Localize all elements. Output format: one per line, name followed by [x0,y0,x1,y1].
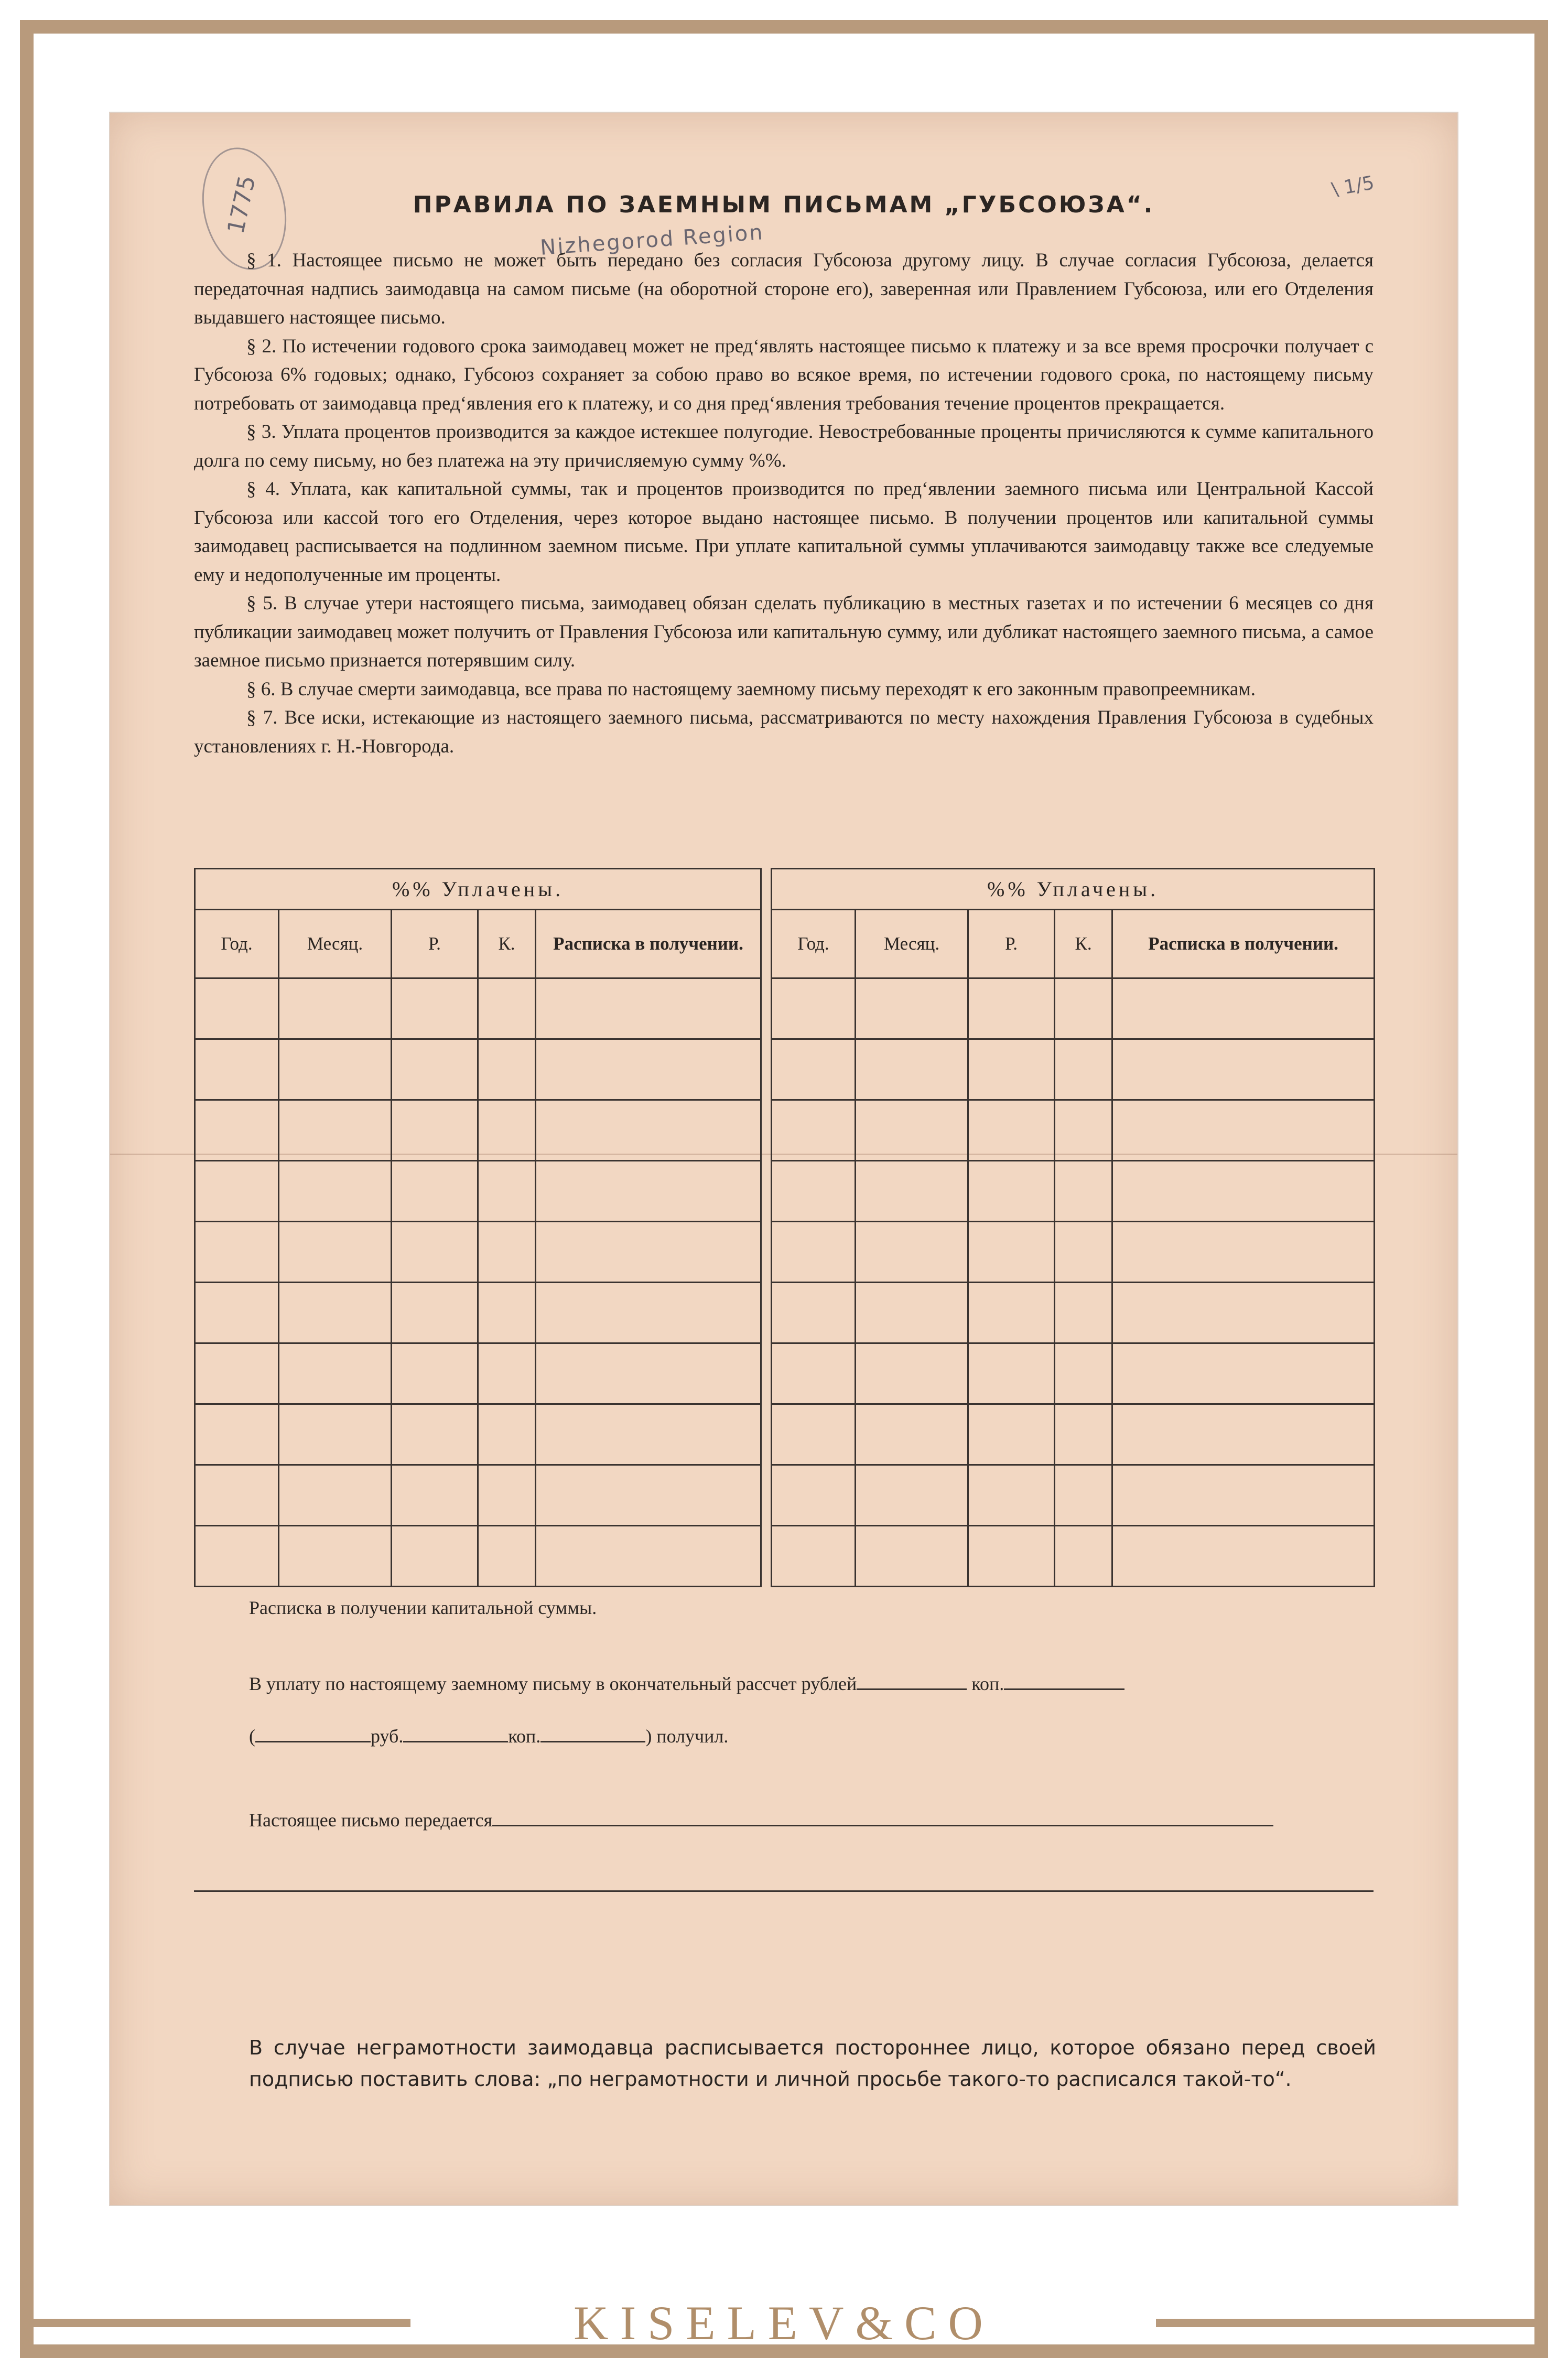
paren-open: ( [249,1726,255,1747]
table-cell[interactable] [279,1100,392,1161]
rub-label: руб. [371,1726,404,1747]
column-kopecks: К. [478,910,536,978]
table-cell[interactable] [195,1161,279,1222]
transfer-label: Настоящее письмо передается [249,1810,493,1831]
table-cell[interactable] [478,978,536,1039]
table-row [195,1283,1375,1343]
table-cell[interactable] [772,1222,856,1283]
table-cell[interactable] [968,1100,1055,1161]
transfer-line [249,1809,1376,1831]
table-cell[interactable] [968,1283,1055,1343]
table-cell[interactable] [856,1343,968,1404]
table-row [195,1343,1375,1404]
table-row [195,1526,1375,1587]
table-cell[interactable] [478,1283,536,1343]
receipt-heading: Расписка в получении капитальной суммы. [249,1597,597,1618]
table-cell[interactable] [392,1100,478,1161]
table-cell[interactable] [195,978,279,1039]
table-cell[interactable] [536,1526,761,1587]
table-cell[interactable] [1112,1283,1375,1343]
table-cell[interactable] [478,1100,536,1161]
table-cell[interactable] [856,1465,968,1526]
table-cell[interactable] [478,1465,536,1526]
column-receipt: Расписка в получении. [1112,910,1375,978]
table-divider [761,1039,772,1100]
rubles-blank[interactable] [857,1688,967,1690]
table-cell[interactable] [536,1283,761,1343]
table-row [195,1039,1375,1100]
table-cell[interactable] [772,1404,856,1465]
table-cell[interactable] [1055,1222,1112,1283]
table-cell[interactable] [392,1283,478,1343]
table-cell[interactable] [392,978,478,1039]
rubles-words-blank[interactable] [255,1741,371,1742]
table-cell[interactable] [195,1039,279,1100]
receipt-line-1 [249,1673,1376,1695]
table-cell[interactable] [1055,1161,1112,1222]
table-cell[interactable] [1112,1039,1375,1100]
kopecks-blank[interactable] [1004,1688,1124,1690]
table-cell[interactable] [536,978,761,1039]
illiteracy-note: В случае неграмотности заимодавца расписывается постороннее лицо, которое обязано перед своей подписью поставить слова: „по неграмотности и личной просьбе такого-то расписался такой-то“. [249,2036,1376,2091]
receipt-line-2 [249,1725,1376,1747]
table-divider [761,1161,772,1222]
table-cell[interactable] [536,1222,761,1283]
rule-paragraph: § 2. По истечении годового срока заимодавец может не пред‘являть настоящее письмо к платежу и за все время просрочки получает с Губсоюза 6% годовых; однако, Губсоюз сохраняет за собою право во всякое время, по истечении годового срока, по настоящему письму потребовать от заимодавца пред‘явления его к платежу, и со дня пред‘явления требования течение процентов прекращается. [194,335,1374,414]
column-year: Год. [195,910,279,978]
table-cell[interactable] [772,1526,856,1587]
table-row [195,1404,1375,1465]
table-cell[interactable] [536,1100,761,1161]
table-cell[interactable] [536,1161,761,1222]
table-divider [761,1404,772,1465]
left-table-header: %% Уплачены. [195,869,761,910]
table-cell[interactable] [478,1526,536,1587]
handwritten-place: Nizhegorod Region [539,220,765,260]
table-cell[interactable] [856,1526,968,1587]
table-row [195,978,1375,1039]
rule-paragraph: § 1. Настоящее письмо не может быть передано без согласия Губсоюза другому лицу. В случае согласия Губсоюза, делается передаточная надпись заимодавца на самом письме (на оборотной стороне его), заверенная или Правлением Губсоюза, или его Отделения выдавшего настоящее письмо. [194,250,1374,328]
table-cell[interactable] [1055,1343,1112,1404]
interest-payments-table [194,868,1375,1587]
table-cell[interactable] [195,1100,279,1161]
table-cell[interactable] [536,1404,761,1465]
table-cell[interactable] [392,1222,478,1283]
table-cell[interactable] [279,1283,392,1343]
table-cell[interactable] [478,1404,536,1465]
table-cell[interactable] [478,1161,536,1222]
table-cell[interactable] [478,1039,536,1100]
table-cell[interactable] [478,1343,536,1404]
table-cell[interactable] [856,1100,968,1161]
table-cell[interactable] [772,1343,856,1404]
table-cell[interactable] [195,1222,279,1283]
table-divider [761,1465,772,1526]
table-cell[interactable] [968,978,1055,1039]
transfer-blank[interactable] [492,1825,1273,1826]
column-kopecks: К. [1055,910,1112,978]
table-cell[interactable] [279,1343,392,1404]
document-sheet [110,113,1457,2205]
table-cell[interactable] [1112,1343,1375,1404]
table-cell[interactable] [279,1161,392,1222]
table-divider [761,1526,772,1587]
handwritten-number: 1775 [222,173,261,236]
receipt-line-1-text: В уплату по настоящему заемному письму в окончательный рассчет рублей [249,1673,857,1694]
table-cell[interactable] [772,1161,856,1222]
column-year: Год. [772,910,856,978]
table-cell[interactable] [279,1465,392,1526]
table-cell[interactable] [1112,1161,1375,1222]
rule-paragraph: § 7. Все иски, истекающие из настоящего заемного письма, рассматриваются по месту нахождения Правления Губсоюза в судебных установлениях г. Н.-Новгорода. [194,707,1374,757]
kop-label: коп. [971,1673,1004,1694]
brand-logo: KISELEV&CO [574,2296,994,2350]
table-cell[interactable] [968,1343,1055,1404]
table-cell[interactable] [1055,1039,1112,1100]
table-cell[interactable] [478,1222,536,1283]
table-cell[interactable] [1055,1404,1112,1465]
table-cell[interactable] [279,1404,392,1465]
transfer-continuation-line[interactable] [194,1890,1374,1892]
table-divider [761,1283,772,1343]
table-cell[interactable] [279,1526,392,1587]
table-cell[interactable] [968,1465,1055,1526]
table-row [195,1161,1375,1222]
table-cell[interactable] [195,1465,279,1526]
table-cell[interactable] [772,1283,856,1343]
table-cell[interactable] [392,1039,478,1100]
rules-text [194,246,1374,761]
rule-paragraph: § 4. Уплата, как капитальной суммы, так и процентов производится по пред‘явлении заемного письма или Центральной Кассой Губсоюза или кассой того его Отделения, через которое выдано настоящее письмо. В получении процентов или капитальной суммы заимодавец расписывается на подлинном заемном письме. При уплате капитальной суммы уплачиваются заимодавцу также все следуемые ему и недополученные им проценты. [194,478,1374,586]
table-cell[interactable] [1055,1465,1112,1526]
column-rubles: Р. [968,910,1055,978]
table-cell[interactable] [279,1039,392,1100]
signature-blank[interactable] [540,1741,645,1742]
table-cell[interactable] [1112,1404,1375,1465]
received-label: ) получил. [645,1726,729,1747]
table-divider [761,910,772,978]
rule-paragraph: § 3. Уплата процентов производится за каждое истекшее полугодие. Невостребованные проценты причисляются к сумме капитального долга по сему письму, но без платежа на эту причисляемую сумму %%. [194,421,1374,471]
table-cell[interactable] [279,978,392,1039]
table-cell[interactable] [856,1404,968,1465]
table-cell[interactable] [1055,1283,1112,1343]
footer [0,2297,1568,2349]
table-cell[interactable] [1112,1526,1375,1587]
kop-label: коп. [508,1726,541,1747]
table-divider [761,869,772,910]
right-table-header: %% Уплачены. [772,869,1375,910]
document-title: ПРАВИЛА ПО ЗАЕМНЫМ ПИСЬМАМ „ГУБСОЮЗА“. [413,191,1155,218]
table-cell[interactable] [536,1039,761,1100]
table-cell[interactable] [856,1283,968,1343]
table-cell[interactable] [772,1100,856,1161]
table-row [195,1465,1375,1526]
column-month: Месяц. [856,910,968,978]
table-divider [761,1343,772,1404]
table-cell[interactable] [968,1222,1055,1283]
table-cell[interactable] [195,1404,279,1465]
table-cell[interactable] [1055,978,1112,1039]
table-cell[interactable] [536,1465,761,1526]
table-divider [761,1222,772,1283]
table-cell[interactable] [1112,1100,1375,1161]
table-cell[interactable] [1112,1465,1375,1526]
table-cell[interactable] [772,1039,856,1100]
table-cell[interactable] [968,1161,1055,1222]
rule-paragraph: § 5. В случае утери настоящего письма, заимодавец обязан сделать публикацию в местных газетах и по истечении 6 месяцев со дня публикации заимодавец может получить от Правления Губсоюза или капитальную сумму, или дубликат настоящего заемного письма, а самое заемное письмо признается потерявшим силу. [194,593,1374,671]
table-row [195,1100,1375,1161]
table-cell[interactable] [195,1343,279,1404]
table-cell[interactable] [968,1039,1055,1100]
table-cell[interactable] [772,1465,856,1526]
table-cell[interactable] [856,1161,968,1222]
table-cell[interactable] [1112,978,1375,1039]
table-cell[interactable] [856,978,968,1039]
rule-paragraph: § 6. В случае смерти заимодавца, все права по настоящему заемному письму переходят к его законным правопреемникам. [246,678,1256,700]
footer-bar-left [20,2319,410,2327]
table-cell[interactable] [968,1404,1055,1465]
table-cell[interactable] [195,1283,279,1343]
table-cell[interactable] [392,1526,478,1587]
table-cell[interactable] [772,978,856,1039]
kopecks-words-blank[interactable] [403,1741,508,1742]
table-body [195,978,1375,1587]
table-cell[interactable] [536,1343,761,1404]
footer-bar-right [1156,2319,1548,2327]
table-cell[interactable] [392,1404,478,1465]
table-cell[interactable] [1112,1222,1375,1283]
table-cell[interactable] [1055,1100,1112,1161]
table-cell[interactable] [856,1222,968,1283]
table-row [195,1222,1375,1283]
table-cell[interactable] [279,1222,392,1283]
table-cell[interactable] [392,1343,478,1404]
column-rubles: Р. [392,910,478,978]
table-cell[interactable] [392,1465,478,1526]
table-cell[interactable] [195,1526,279,1587]
table-cell[interactable] [968,1526,1055,1587]
handwritten-corner-mark: \ 1/5 [1330,172,1376,201]
table-divider [761,978,772,1039]
table-divider [761,1100,772,1161]
table-cell[interactable] [1055,1526,1112,1587]
column-month: Месяц. [279,910,392,978]
table-cell[interactable] [392,1161,478,1222]
column-receipt: Расписка в получении. [536,910,761,978]
table-cell[interactable] [856,1039,968,1100]
